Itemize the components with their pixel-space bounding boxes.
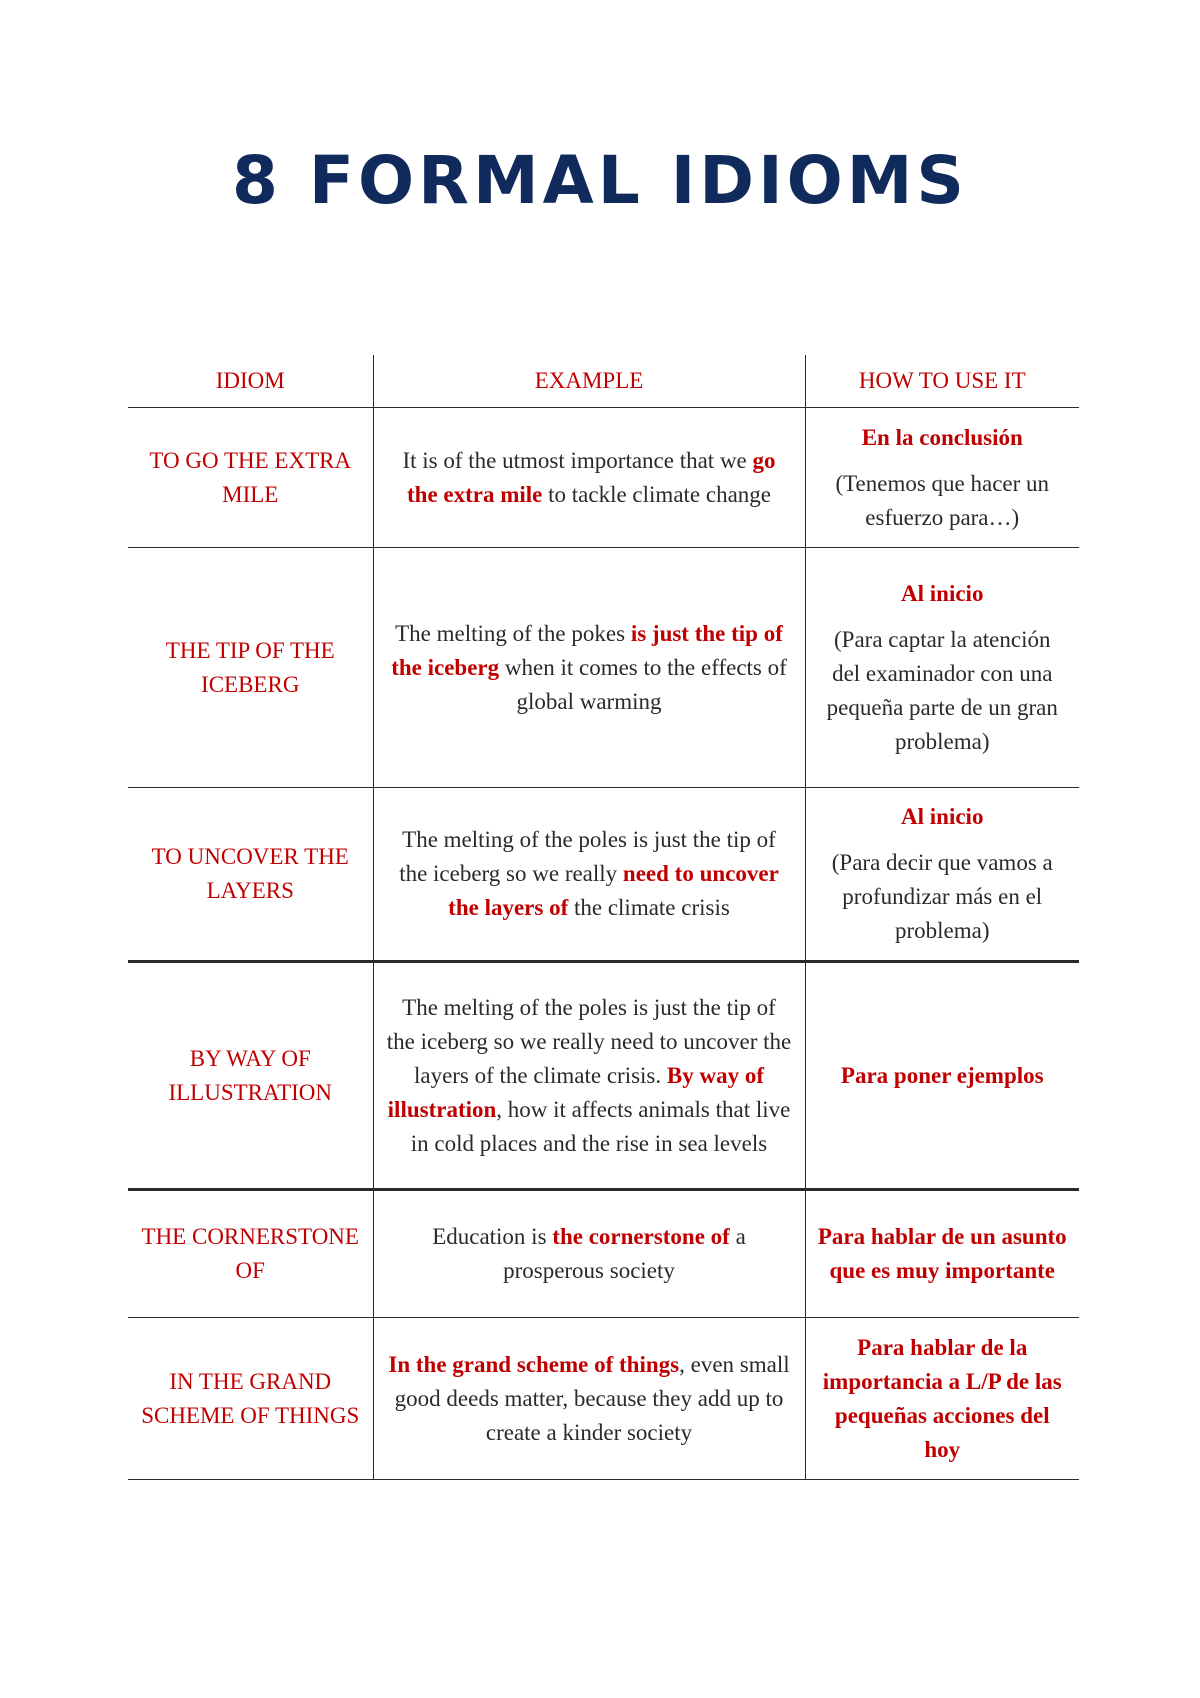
idiom-cell: TO UNCOVER THE LAYERS — [128, 788, 373, 962]
idiom-cell: IN THE GRAND SCHEME OF THINGS — [128, 1318, 373, 1480]
example-text: the climate crisis — [568, 895, 730, 920]
table-row — [128, 788, 1079, 962]
example-cell — [373, 1190, 805, 1318]
usage-cell — [805, 548, 1079, 788]
idiom-highlight: go the extra mile — [407, 447, 776, 507]
example-text: to tackle climate change — [542, 481, 771, 507]
table-row — [128, 962, 1079, 1190]
page-title: 8 FORMAL IDIOMS — [232, 142, 968, 219]
idiom-highlight: the cornerstone of — [552, 1224, 730, 1249]
example-text: when it comes to the effects of global warming — [499, 654, 787, 714]
table-header-row — [128, 355, 1079, 408]
column-header-how-to-use: HOW TO USE IT — [805, 355, 1079, 408]
example-cell — [373, 1318, 805, 1480]
usage-cell — [805, 788, 1079, 962]
example-cell — [373, 788, 805, 962]
usage-cell — [805, 962, 1079, 1190]
usage-note: (Para captar la atención del examinador con una pequeña parte de un gran problema) — [826, 626, 1058, 754]
column-header-example: EXAMPLE — [373, 355, 805, 408]
usage-label: Al inicio — [901, 804, 984, 829]
usage-label: En la conclusión — [861, 424, 1023, 450]
idiom-highlight: need to uncover the layers of — [448, 861, 779, 920]
example-text: It is of the utmost importance that we — [402, 447, 753, 473]
example-text: a prosperous society — [503, 1224, 746, 1283]
usage-cell — [805, 408, 1079, 548]
table-row — [128, 408, 1079, 548]
idiom-highlight: By way of illustration — [387, 1062, 765, 1122]
example-text: The melting of the poles is just the tip of the iceberg so we really need to uncover the layers of the climate crisis. — [386, 994, 792, 1088]
usage-cell — [805, 1318, 1079, 1480]
idiom-cell: THE CORNERSTONE OF — [128, 1190, 373, 1318]
example-cell — [373, 962, 805, 1190]
usage-note: (Tenemos que hacer un esfuerzo para…) — [835, 470, 1050, 530]
idiom-highlight: is just the tip of the iceberg — [391, 620, 783, 680]
example-cell — [373, 408, 805, 548]
example-cell — [373, 548, 805, 788]
usage-cell — [805, 1190, 1079, 1318]
example-text: Education is — [432, 1224, 553, 1249]
usage-label: Para poner ejemplos — [840, 1062, 1044, 1088]
usage-note: (Para decir que vamos a profundizar más en el problema) — [831, 850, 1053, 943]
example-text: The melting of the poles is just the tip of the iceberg so we really — [399, 827, 776, 886]
usage-label: Al inicio — [901, 580, 984, 606]
example-text: , even small good deeds matter, because they add up to create a kinder society — [394, 1351, 790, 1445]
example-text: The melting of the pokes — [395, 620, 631, 646]
idioms-table — [128, 355, 1079, 1480]
idiom-cell: TO GO THE EXTRA MILE — [128, 408, 373, 548]
table-row — [128, 548, 1079, 788]
idiom-cell: BY WAY OF ILLUSTRATION — [128, 962, 373, 1190]
column-header-idiom: IDIOM — [128, 355, 373, 408]
usage-label: Para hablar de la importancia a L/P de las pequeñas acciones del hoy — [822, 1334, 1062, 1462]
example-text: , how it affects animals that live in cold places and the rise in sea levels — [410, 1096, 791, 1156]
table-row — [128, 1318, 1079, 1480]
table-row — [128, 1190, 1079, 1318]
usage-label: Para hablar de un asunto que es muy importante — [817, 1224, 1067, 1283]
idiom-highlight: In the grand scheme of things — [388, 1351, 680, 1377]
idiom-cell: THE TIP OF THE ICEBERG — [128, 548, 373, 788]
